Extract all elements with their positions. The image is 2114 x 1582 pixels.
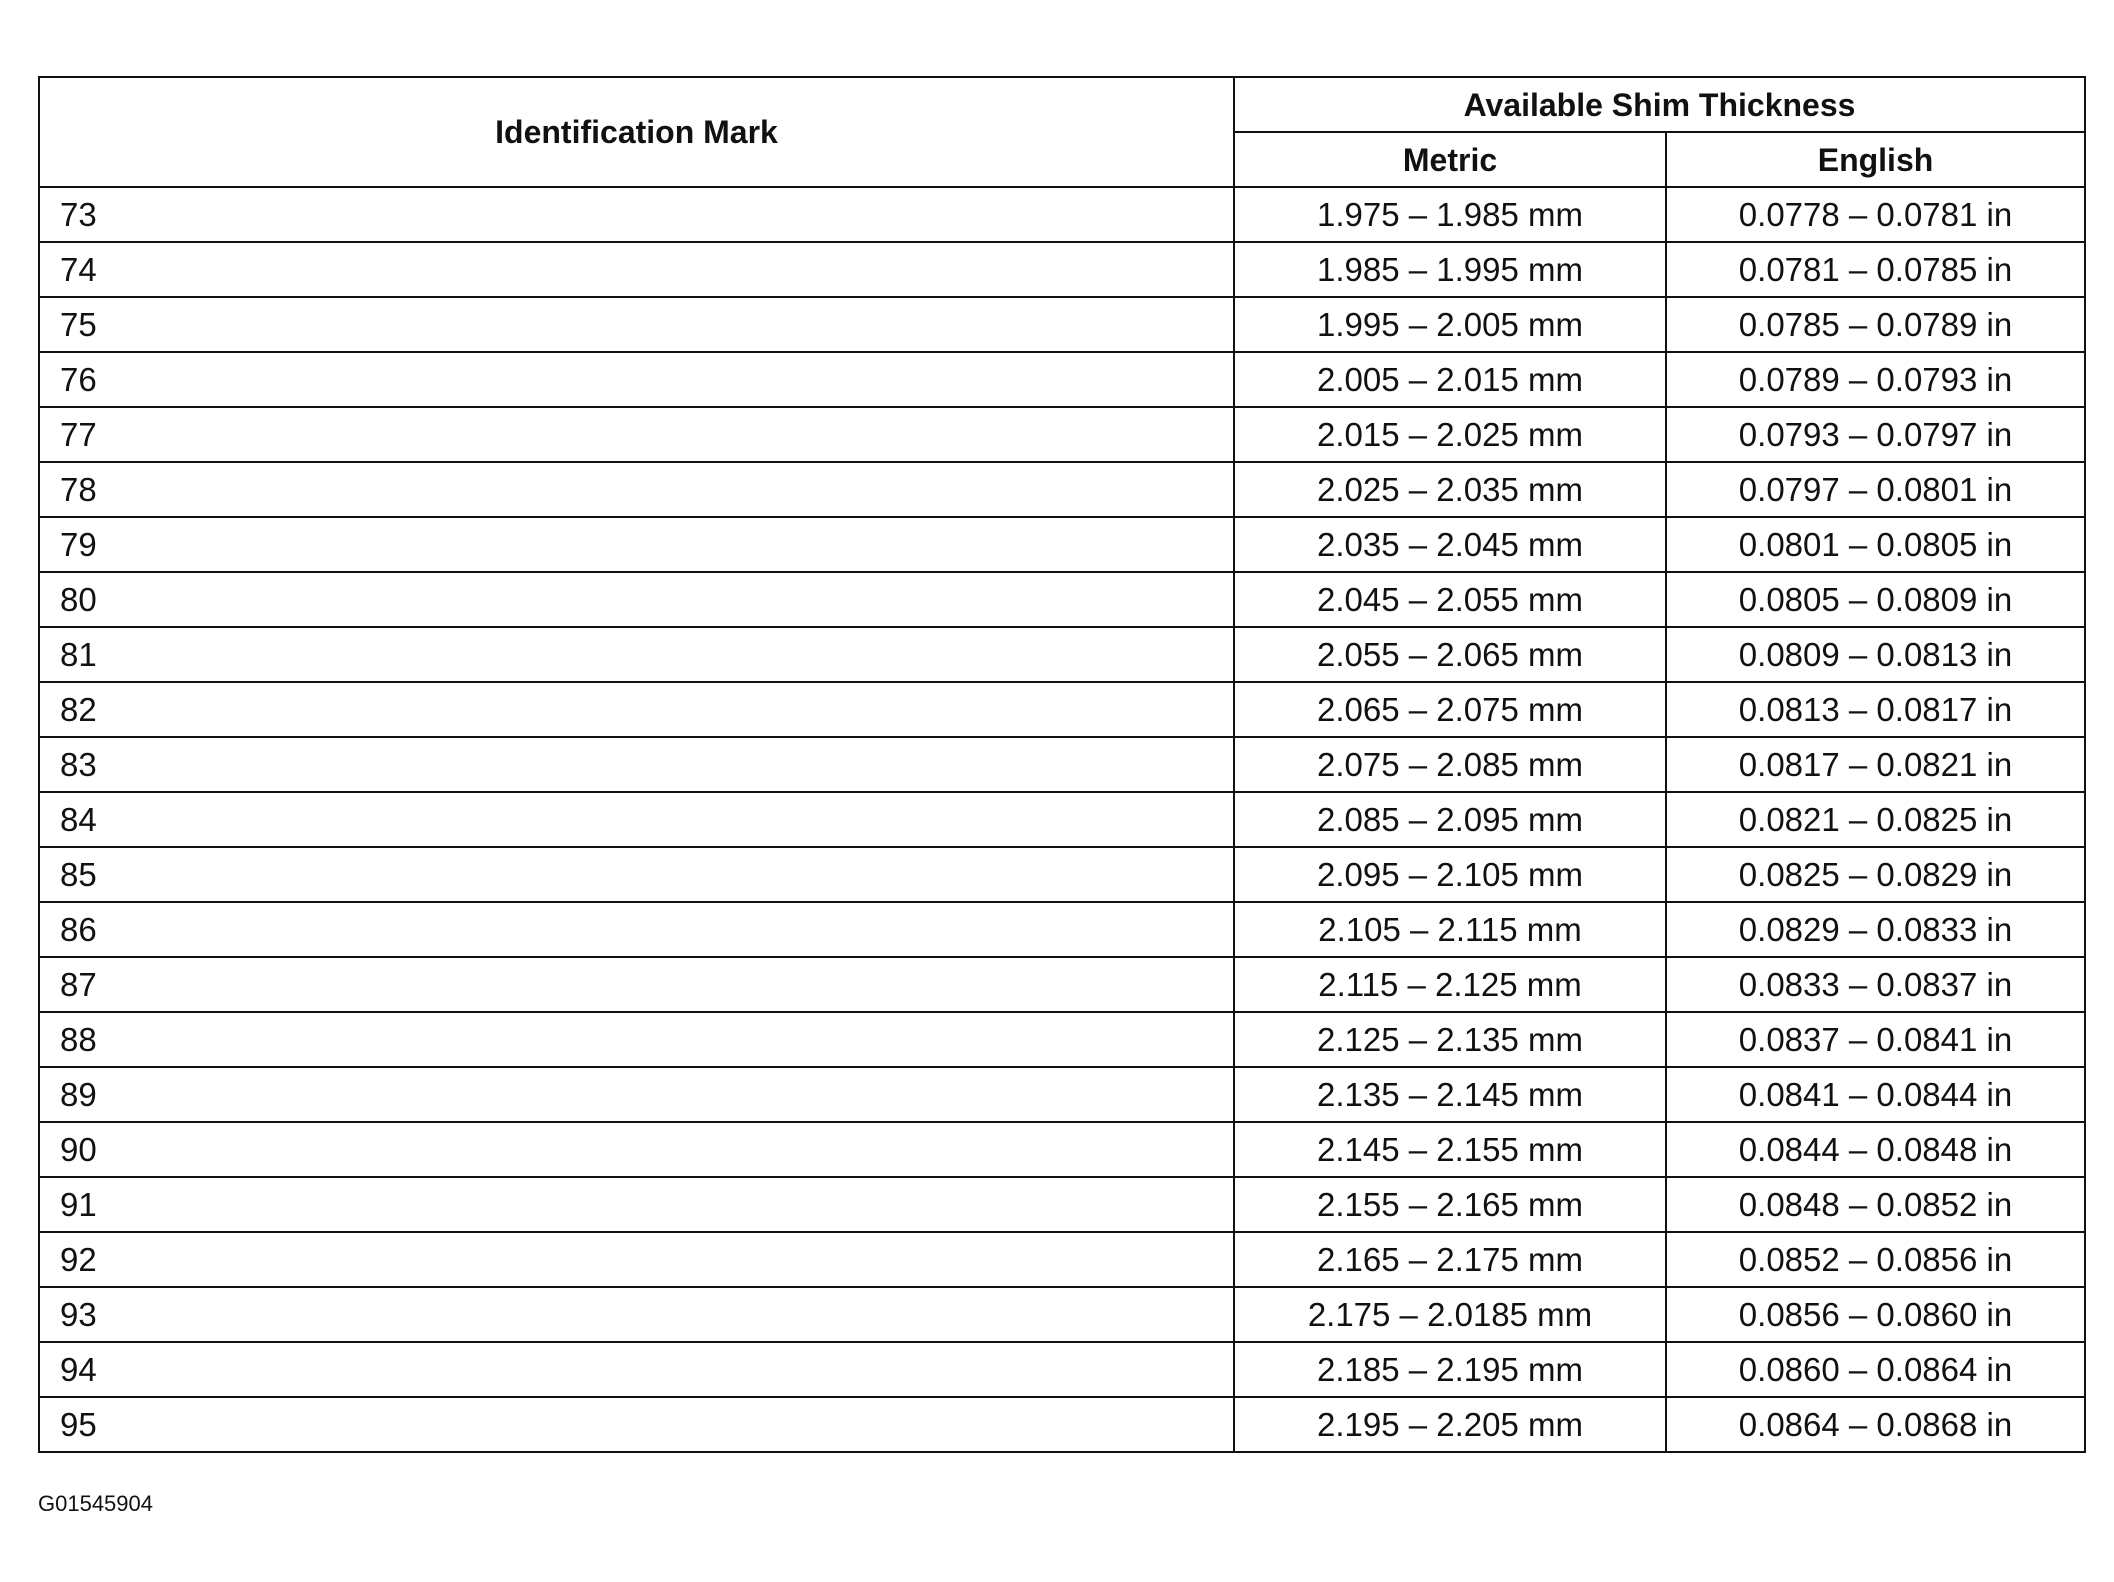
metric-thickness-cell: 2.105 – 2.115 mm	[1234, 902, 1666, 957]
metric-thickness-cell: 2.015 – 2.025 mm	[1234, 407, 1666, 462]
english-thickness-cell: 0.0797 – 0.0801 in	[1666, 462, 2085, 517]
shim-thickness-table	[38, 76, 2086, 1453]
english-thickness-cell: 0.0852 – 0.0856 in	[1666, 1232, 2085, 1287]
metric-thickness-cell: 2.025 – 2.035 mm	[1234, 462, 1666, 517]
metric-thickness-cell: 2.185 – 2.195 mm	[1234, 1342, 1666, 1397]
table-header	[39, 77, 2085, 187]
identification-mark-cell: 89	[39, 1067, 1234, 1122]
table-row	[39, 1397, 2085, 1452]
identification-mark-cell: 92	[39, 1232, 1234, 1287]
table-row	[39, 1232, 2085, 1287]
english-thickness-cell: 0.0848 – 0.0852 in	[1666, 1177, 2085, 1232]
english-thickness-cell: 0.0821 – 0.0825 in	[1666, 792, 2085, 847]
identification-mark-cell: 90	[39, 1122, 1234, 1177]
identification-mark-cell: 76	[39, 352, 1234, 407]
english-thickness-cell: 0.0813 – 0.0817 in	[1666, 682, 2085, 737]
table-row	[39, 242, 2085, 297]
metric-thickness-cell: 2.195 – 2.205 mm	[1234, 1397, 1666, 1452]
identification-mark-cell: 84	[39, 792, 1234, 847]
metric-thickness-cell: 2.065 – 2.075 mm	[1234, 682, 1666, 737]
identification-mark-cell: 83	[39, 737, 1234, 792]
english-thickness-cell: 0.0801 – 0.0805 in	[1666, 517, 2085, 572]
table-row	[39, 1177, 2085, 1232]
metric-thickness-cell: 2.045 – 2.055 mm	[1234, 572, 1666, 627]
identification-mark-cell: 85	[39, 847, 1234, 902]
identification-mark-header: Identification Mark	[39, 77, 1234, 187]
english-thickness-cell: 0.0864 – 0.0868 in	[1666, 1397, 2085, 1452]
english-thickness-cell: 0.0829 – 0.0833 in	[1666, 902, 2085, 957]
english-thickness-cell: 0.0781 – 0.0785 in	[1666, 242, 2085, 297]
figure-id: G01545904	[38, 1491, 153, 1516]
table-row	[39, 1122, 2085, 1177]
metric-thickness-cell: 2.135 – 2.145 mm	[1234, 1067, 1666, 1122]
english-header: English	[1666, 132, 2085, 187]
metric-thickness-cell: 2.155 – 2.165 mm	[1234, 1177, 1666, 1232]
metric-thickness-cell: 2.055 – 2.065 mm	[1234, 627, 1666, 682]
metric-thickness-cell: 2.145 – 2.155 mm	[1234, 1122, 1666, 1177]
table-row	[39, 572, 2085, 627]
table-row	[39, 847, 2085, 902]
english-thickness-cell: 0.0785 – 0.0789 in	[1666, 297, 2085, 352]
identification-mark-cell: 81	[39, 627, 1234, 682]
table-row	[39, 297, 2085, 352]
metric-thickness-cell: 2.125 – 2.135 mm	[1234, 1012, 1666, 1067]
english-thickness-cell: 0.0856 – 0.0860 in	[1666, 1287, 2085, 1342]
table-row	[39, 1012, 2085, 1067]
identification-mark-cell: 74	[39, 242, 1234, 297]
table-row	[39, 957, 2085, 1012]
metric-thickness-cell: 1.995 – 2.005 mm	[1234, 297, 1666, 352]
identification-mark-cell: 75	[39, 297, 1234, 352]
english-thickness-cell: 0.0817 – 0.0821 in	[1666, 737, 2085, 792]
metric-thickness-cell: 2.095 – 2.105 mm	[1234, 847, 1666, 902]
metric-thickness-cell: 2.005 – 2.015 mm	[1234, 352, 1666, 407]
header-row-top	[39, 77, 2085, 132]
table-row	[39, 1342, 2085, 1397]
english-thickness-cell: 0.0825 – 0.0829 in	[1666, 847, 2085, 902]
table-row	[39, 902, 2085, 957]
table-row	[39, 407, 2085, 462]
english-thickness-cell: 0.0844 – 0.0848 in	[1666, 1122, 2085, 1177]
identification-mark-cell: 88	[39, 1012, 1234, 1067]
english-thickness-cell: 0.0809 – 0.0813 in	[1666, 627, 2085, 682]
table-row	[39, 792, 2085, 847]
english-thickness-cell: 0.0841 – 0.0844 in	[1666, 1067, 2085, 1122]
metric-thickness-cell: 2.115 – 2.125 mm	[1234, 957, 1666, 1012]
available-shim-thickness-header: Available Shim Thickness	[1234, 77, 2085, 132]
table-row	[39, 462, 2085, 517]
table-row	[39, 682, 2085, 737]
metric-thickness-cell: 1.985 – 1.995 mm	[1234, 242, 1666, 297]
identification-mark-cell: 80	[39, 572, 1234, 627]
identification-mark-cell: 79	[39, 517, 1234, 572]
english-thickness-cell: 0.0833 – 0.0837 in	[1666, 957, 2085, 1012]
identification-mark-cell: 94	[39, 1342, 1234, 1397]
metric-thickness-cell: 2.085 – 2.095 mm	[1234, 792, 1666, 847]
metric-thickness-cell: 2.175 – 2.0185 mm	[1234, 1287, 1666, 1342]
identification-mark-cell: 78	[39, 462, 1234, 517]
identification-mark-cell: 82	[39, 682, 1234, 737]
metric-thickness-cell: 2.035 – 2.045 mm	[1234, 517, 1666, 572]
identification-mark-cell: 73	[39, 187, 1234, 242]
table-row	[39, 1067, 2085, 1122]
table-row	[39, 187, 2085, 242]
table-row	[39, 737, 2085, 792]
metric-thickness-cell: 2.075 – 2.085 mm	[1234, 737, 1666, 792]
identification-mark-cell: 87	[39, 957, 1234, 1012]
english-thickness-cell: 0.0778 – 0.0781 in	[1666, 187, 2085, 242]
english-thickness-cell: 0.0805 – 0.0809 in	[1666, 572, 2085, 627]
table-row	[39, 627, 2085, 682]
identification-mark-cell: 86	[39, 902, 1234, 957]
identification-mark-cell: 91	[39, 1177, 1234, 1232]
table-row	[39, 517, 2085, 572]
metric-header: Metric	[1234, 132, 1666, 187]
table-row	[39, 352, 2085, 407]
table-body	[39, 187, 2085, 1452]
english-thickness-cell: 0.0789 – 0.0793 in	[1666, 352, 2085, 407]
metric-thickness-cell: 2.165 – 2.175 mm	[1234, 1232, 1666, 1287]
table-row	[39, 1287, 2085, 1342]
identification-mark-cell: 93	[39, 1287, 1234, 1342]
english-thickness-cell: 0.0860 – 0.0864 in	[1666, 1342, 2085, 1397]
identification-mark-cell: 77	[39, 407, 1234, 462]
english-thickness-cell: 0.0793 – 0.0797 in	[1666, 407, 2085, 462]
english-thickness-cell: 0.0837 – 0.0841 in	[1666, 1012, 2085, 1067]
identification-mark-cell: 95	[39, 1397, 1234, 1452]
metric-thickness-cell: 1.975 – 1.985 mm	[1234, 187, 1666, 242]
